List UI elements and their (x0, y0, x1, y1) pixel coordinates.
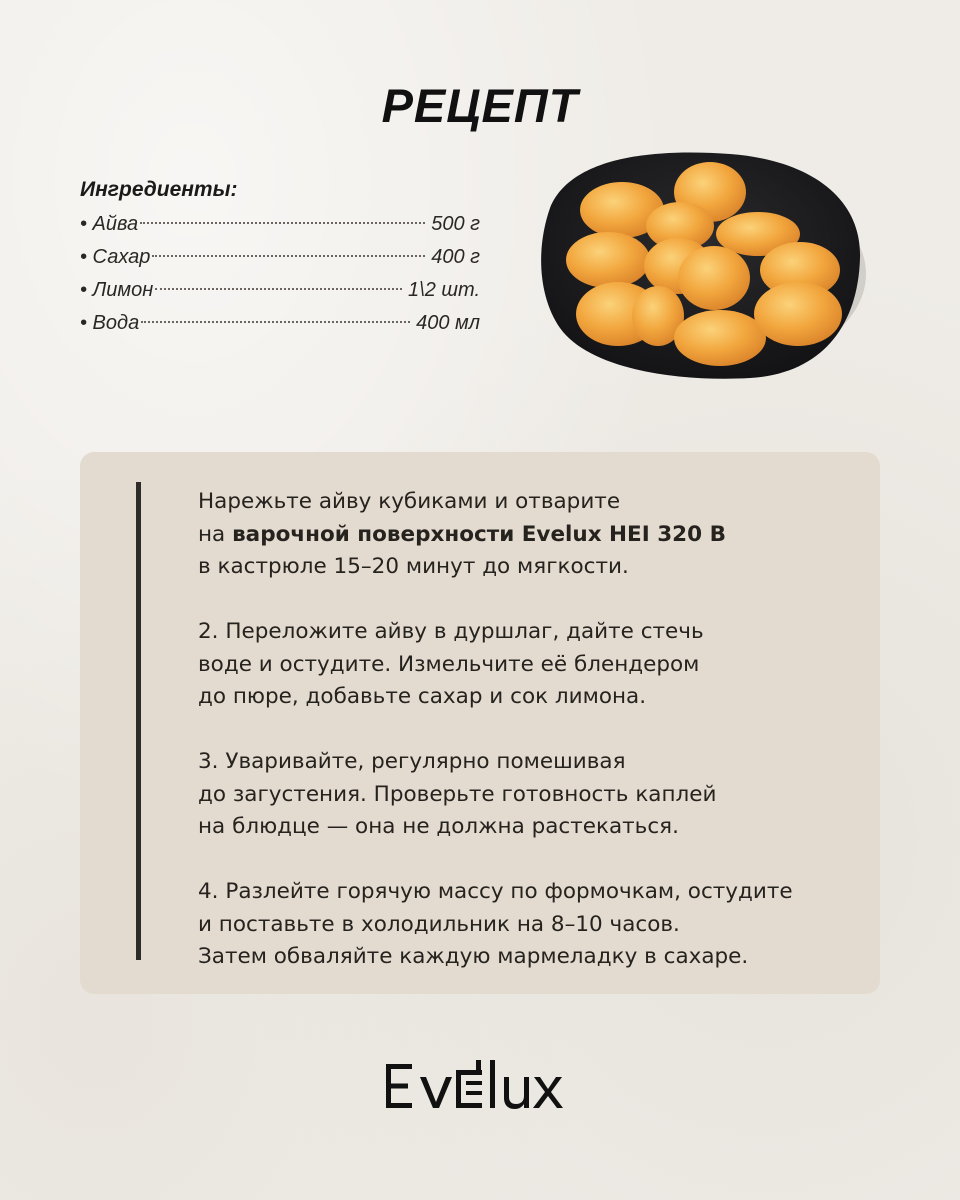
ingredient-name: • Лимон (80, 279, 154, 301)
page-title: РЕЦЕПТ (381, 79, 579, 132)
ingredients-list (80, 178, 480, 340)
ingredient-name: • Сахар (80, 246, 151, 268)
ingredient-row (80, 307, 480, 340)
ingredient-name: • Вода (80, 312, 140, 334)
ingredient-row (80, 241, 480, 274)
leader-dots (141, 321, 410, 323)
ingredient-quantity: 1\2 шт. (408, 279, 480, 301)
step-4: 4. Разлейте горячую массу по формочкам, остудите и поставьте в холодильник на 8–10 часов. Затем обваляйте каждую мармеладку в сахаре. (198, 879, 793, 969)
ingredient-row (80, 208, 480, 241)
step-1-line-1: Нарежьте айву кубиками и отварите (198, 489, 621, 514)
step-1-line-3: в кастрюле 15–20 минут до мягкости. (198, 554, 629, 579)
ingredient-row (80, 274, 480, 307)
ingredients-heading: Ингредиенты: (80, 178, 238, 201)
instructions-card (80, 452, 880, 994)
step-1 (198, 486, 868, 584)
step-1-prefix: на (198, 521, 233, 547)
ingredient-quantity: 400 мл (416, 312, 480, 334)
product-name: варочной поверхности Evelux HEI 320 B (232, 521, 726, 547)
step-3: 3. Уваривайте, регулярно помешивая до загустения. Проверьте готовность каплей на блюдце — она не должна растекаться. (198, 749, 717, 839)
evelux-logo (384, 1058, 576, 1114)
recipe-steps (198, 486, 868, 1006)
ingredient-name: • Айва (80, 213, 139, 235)
ingredient-quantity: 500 г (431, 213, 480, 235)
step-2: 2. Переложите айву в дуршлаг, дайте стечь воде и остудите. Измельчите её блендером до пюре, добавьте сахар и сок лимона. (198, 619, 704, 709)
ingredient-quantity: 400 г (431, 246, 480, 268)
leader-dots (155, 288, 402, 290)
marmalade-dish-image (530, 138, 870, 388)
leader-dots (140, 222, 425, 224)
accent-bar (136, 482, 141, 960)
leader-dots (152, 255, 425, 257)
